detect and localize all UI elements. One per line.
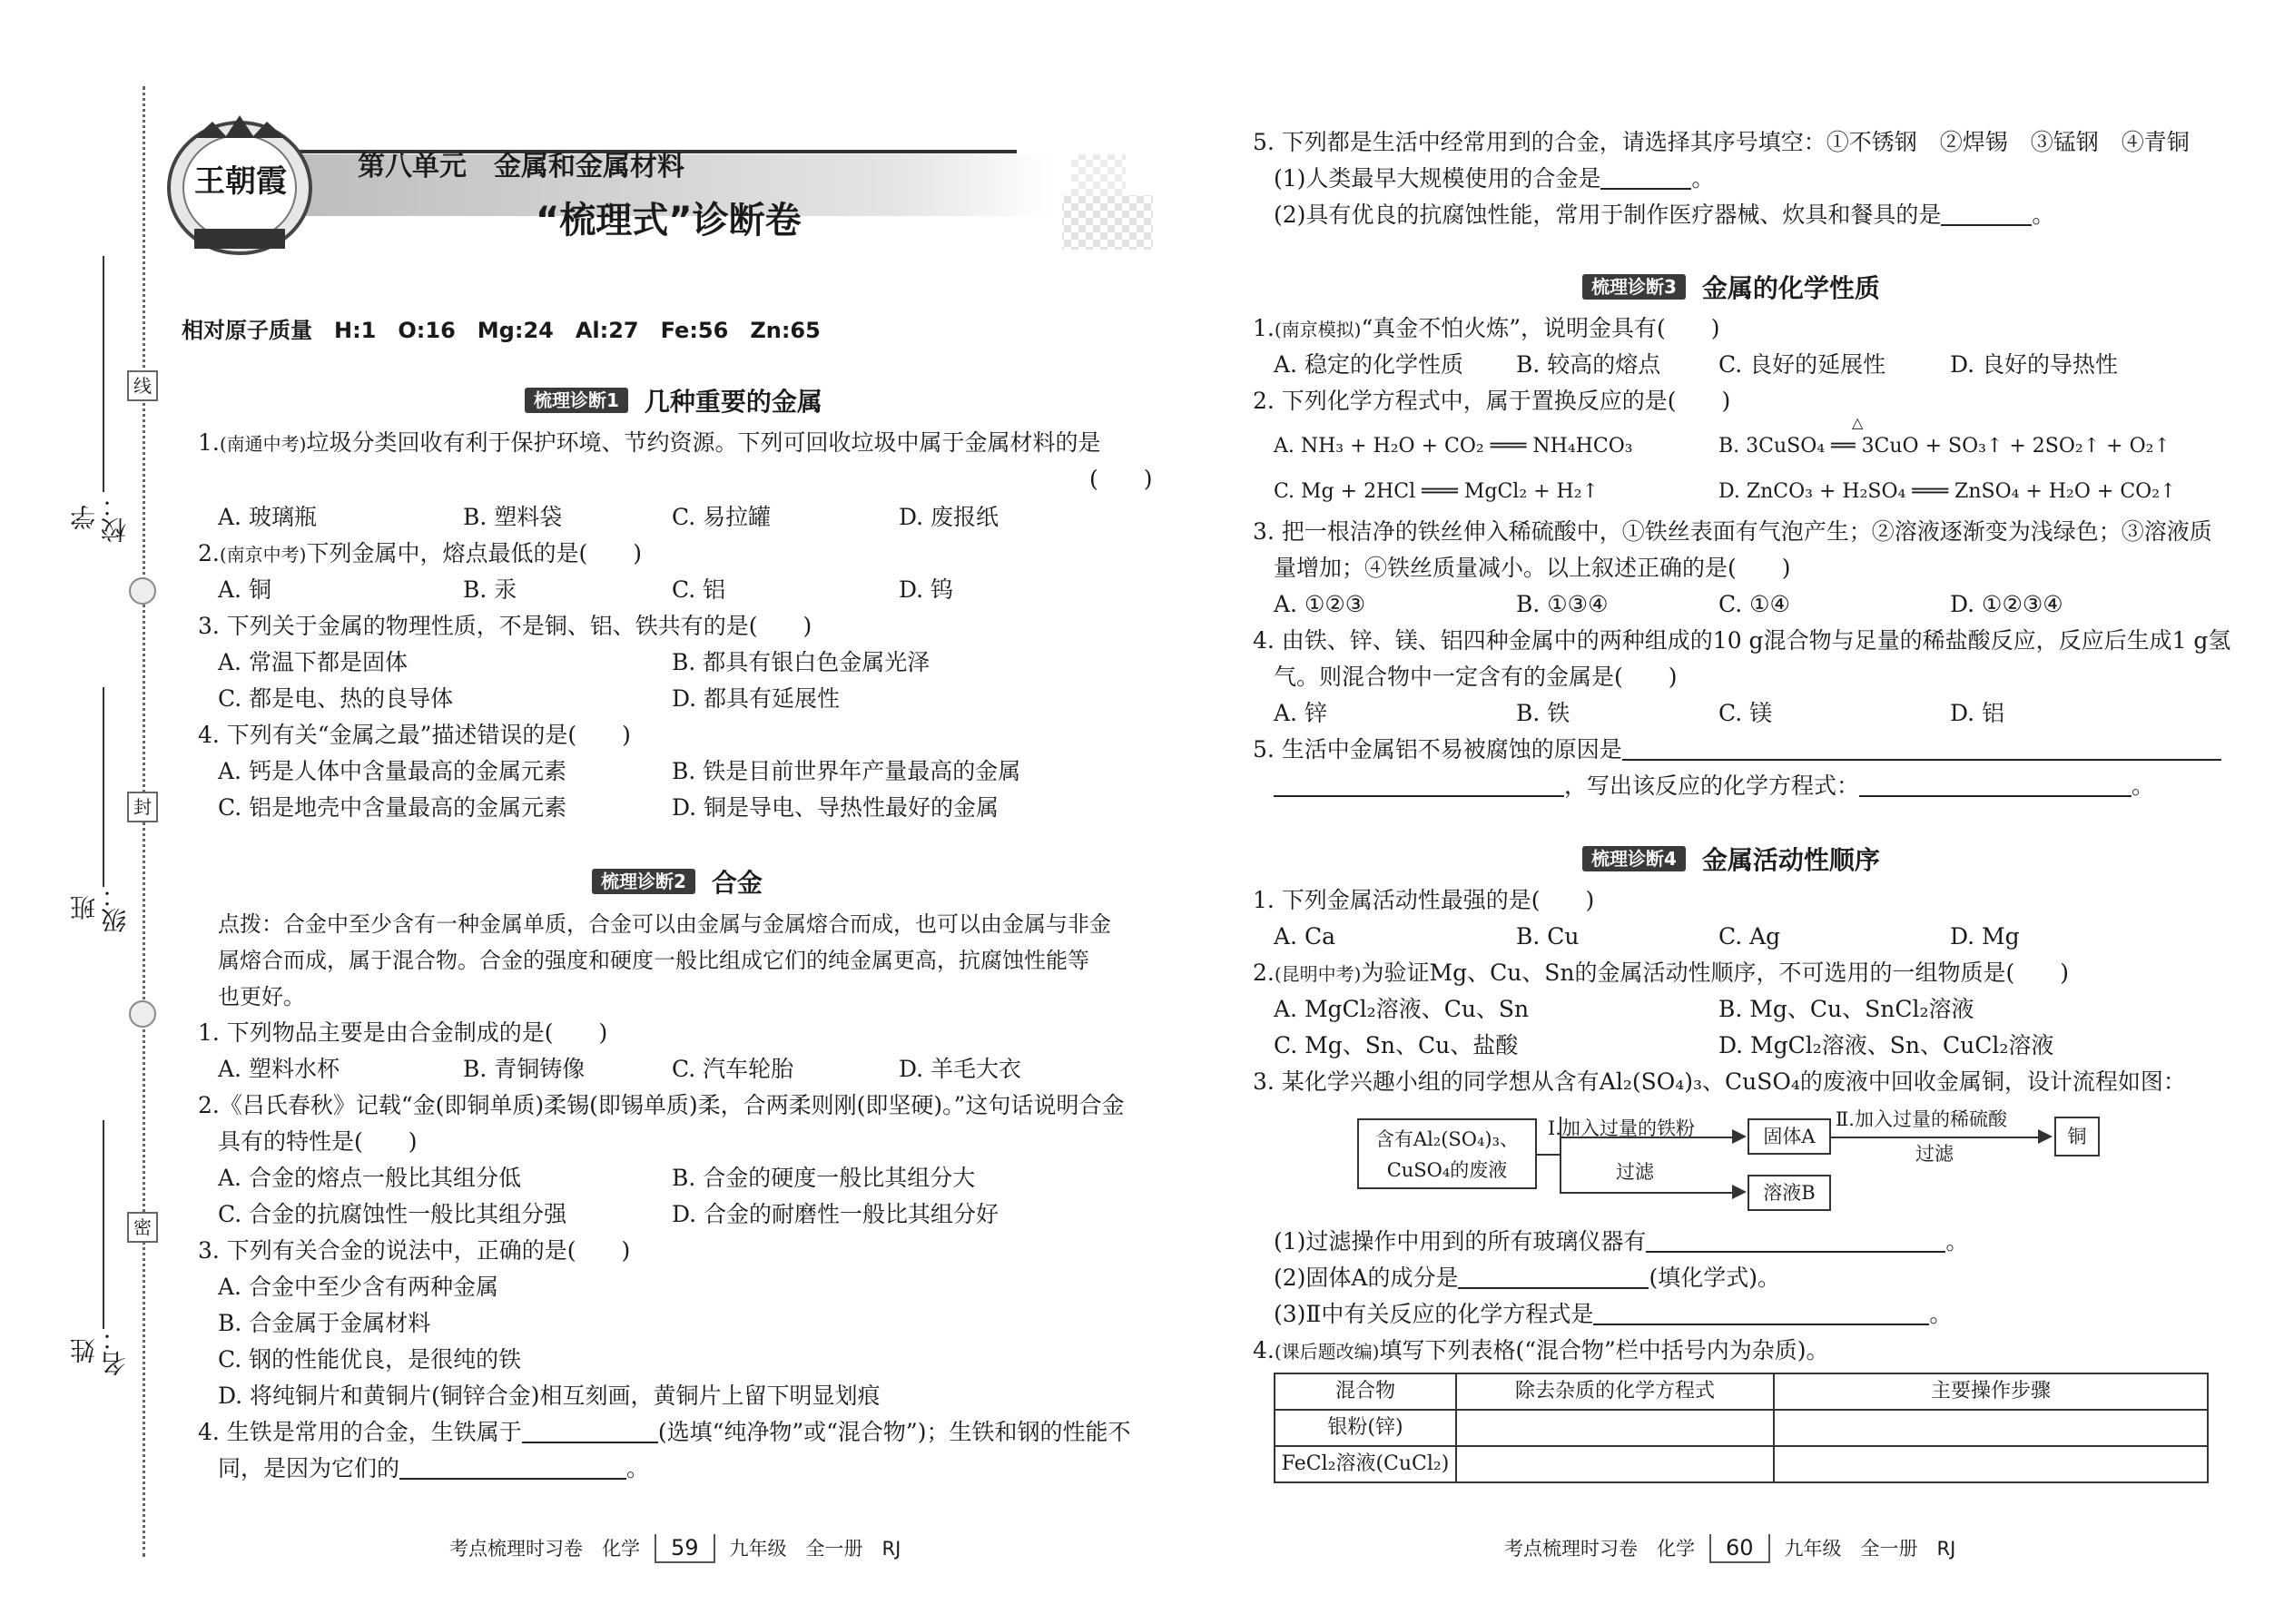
s1-q3-option-a: A. 常温下都是固体 — [218, 649, 408, 675]
name-label: 姓名： — [69, 1325, 130, 1376]
answer-blank[interactable] — [1274, 770, 1564, 797]
q-source: (南京模拟) — [1274, 319, 1362, 340]
section-1-heading — [525, 384, 822, 420]
q-text: (1)人类最早大规模使用的合金是 — [1274, 165, 1601, 192]
q-text: (2)具有优良的抗腐蚀性能，常用于制作医疗器械、炊具和餐具的是 — [1274, 202, 1942, 228]
s4-q2-stem — [1253, 955, 2069, 992]
table-answer-cell[interactable] — [1456, 1446, 1774, 1482]
s4-q2-option-a: A. MgCl₂溶液、Cu、Sn — [1274, 996, 1530, 1022]
s2-q1-option-c: C. 汽车轮胎 — [672, 1056, 794, 1082]
q-text: (选填“纯净物”或“混合物”)；生铁和钢的性能不 — [657, 1419, 1131, 1445]
s1-q4-option-d: D. 铜是导电、导热性最好的金属 — [672, 794, 999, 821]
s2-q2-option-a: A. 合金的熔点一般比其组分低 — [218, 1165, 521, 1191]
s3-q3-stem-1: 3. 把一根洁净的铁丝伸入稀硫酸中，①铁丝表面有气泡产生；②溶液逐渐变为浅绿色；③溶液质 — [1253, 518, 2212, 545]
s4-q1-option-a: A. Ca — [1274, 923, 1335, 950]
s4-q1-option-b: B. Cu — [1516, 923, 1580, 950]
school-fill-line — [103, 256, 104, 492]
q-source: (南通中考) — [219, 433, 307, 455]
s1-q1-option-a: A. 玻璃瓶 — [218, 504, 317, 530]
s2-q1-option-d: D. 羊毛大衣 — [899, 1056, 1022, 1082]
s2-tip-line-1: 点拨：合金中至少含有一种金属单质，合金可以由金属与金属熔合而成，也可以由金属与非金 — [218, 911, 1111, 937]
flow-step-2-label: Ⅱ.加入过量的稀硫酸 — [1836, 1108, 2007, 1130]
q-text: 5. 生活中金属铝不易被腐蚀的原因是 — [1253, 736, 1622, 763]
s3-q2-option-a: A. NH₃ + H₂O + CO₂ ═══ NH₄HCO₃ — [1274, 435, 1633, 458]
footer-text: 九年级 全一册 RJ — [1784, 1538, 1956, 1560]
s2-q2-stem-2: 具有的特性是( ) — [218, 1128, 418, 1155]
s4-q1-stem: 1. 下列金属活动性最强的是( ) — [1253, 887, 1595, 913]
table-header-cell: 混合物 — [1275, 1373, 1456, 1410]
flow-waste-liquid-box — [1357, 1118, 1537, 1189]
answer-blank[interactable] — [1941, 199, 2032, 226]
q-source: (课后题改编) — [1274, 1341, 1380, 1363]
table-cell: FeCl₂溶液(CuCl₂) — [1275, 1446, 1456, 1482]
s1-q2-option-a: A. 铜 — [218, 576, 271, 603]
page-header — [163, 109, 1153, 254]
answer-blank[interactable] — [1600, 162, 1691, 190]
class-label: 班级： — [69, 882, 130, 933]
s2-q5-sub-2 — [1274, 197, 2054, 233]
section-4-badge: 梳理诊断4 — [1582, 846, 1686, 871]
flow-step-1-label: Ⅰ.加入过量的铁粉 — [1548, 1117, 1695, 1139]
s2-q3-option-b: B. 合金属于金属材料 — [218, 1310, 431, 1336]
s3-q4-option-d: D. 铝 — [1950, 700, 2005, 726]
s1-q3-option-b: B. 都具有银白色金属光泽 — [672, 649, 930, 675]
section-4-heading — [1582, 842, 1880, 879]
q-number: 2. — [1253, 960, 1275, 986]
footer-text: 考点梳理时习卷 化学 — [449, 1538, 640, 1560]
s2-q3-stem: 3. 下列有关合金的说法中，正确的是( ) — [198, 1237, 631, 1264]
s4-q3-stem: 3. 某化学兴趣小组的同学想从含有Al₂(SO₄)₃、CuSO₄的废液中回收金属铜，设计流程如图： — [1253, 1068, 2186, 1095]
s4-q2-option-d: D. MgCl₂溶液、Sn、CuCl₂溶液 — [1718, 1032, 2054, 1058]
s2-q1-option-a: A. 塑料水杯 — [218, 1056, 340, 1082]
s3-q4-option-a: A. 锌 — [1274, 700, 1327, 726]
s2-q4-line-1 — [198, 1414, 1130, 1451]
q-number: 1. — [198, 429, 220, 456]
q-text: ，写出该反应的化学方程式： — [1564, 773, 1860, 799]
s1-q4-option-b: B. 铁是目前世界年产量最高的金属 — [672, 758, 1021, 784]
footer-text: 考点梳理时习卷 化学 — [1504, 1538, 1695, 1560]
s1-q1-option-c: C. 易拉罐 — [672, 504, 772, 530]
flow-box-text: 含有Al₂(SO₄)₃、 — [1374, 1128, 1520, 1150]
s3-q5-line-2 — [1274, 768, 2154, 804]
section-4-title: 金属活动性顺序 — [1701, 845, 1880, 875]
q-number: 2. — [198, 540, 220, 566]
school-label: 学校： — [69, 492, 130, 543]
s1-q2-stem — [198, 536, 642, 573]
arrow-right-icon — [1732, 1129, 1747, 1144]
section-2-title: 合金 — [711, 868, 763, 898]
s1-q1-option-d: D. 废报纸 — [899, 504, 999, 530]
flow-step-1-filter: 过滤 — [1616, 1161, 1654, 1183]
s2-q5-stem: 5. 下列都是生活中经常用到的合金，请选择其序号填空：①不锈钢 ②焊锡 ③锰钢 ④青铜 — [1253, 129, 2190, 155]
q-stem: 填写下列表格(“混合物”栏中括号内为杂质)。 — [1379, 1337, 1829, 1363]
section-1-title: 几种重要的金属 — [644, 387, 822, 417]
footer-right — [1504, 1530, 1955, 1567]
flow-copper-box: 铜 — [2054, 1117, 2100, 1156]
s1-q4-option-a: A. 钙是人体中含量最高的金属元素 — [218, 758, 566, 784]
answer-blank[interactable] — [1859, 770, 2132, 797]
s1-q1-stem — [198, 425, 1100, 462]
s3-q5-line-1 — [1253, 732, 2221, 768]
answer-blank[interactable] — [1622, 733, 2221, 761]
s1-q3-stem: 3. 下列关于金属的物理性质，不是铜、铝、铁共有的是( ) — [198, 613, 812, 639]
flow-connector — [1537, 1154, 1560, 1156]
s4-q2-option-b: B. Mg、Cu、SnCl₂溶液 — [1718, 996, 1974, 1022]
s4-q2-option-c: C. Mg、Sn、Cu、盐酸 — [1274, 1032, 1519, 1058]
q-text: 。 — [1945, 1228, 1969, 1255]
s3-q1-option-b: B. 较高的熔点 — [1516, 351, 1661, 378]
q-text: 同，是因为它们的 — [218, 1455, 400, 1481]
page-title: “梳理式”诊断卷 — [536, 200, 802, 241]
flow-arrow — [1831, 1137, 2047, 1138]
flow-solution-b-box: 溶液B — [1748, 1175, 1831, 1211]
table-answer-cell[interactable] — [1456, 1410, 1774, 1446]
answer-blank[interactable] — [1646, 1225, 1945, 1253]
binding-margin — [0, 0, 163, 1624]
table-row — [1275, 1446, 2208, 1482]
s2-q2-stem-1: 2.《吕氏春秋》记载“金(即铜单质)柔锡(即锡单质)柔，合两柔则刚(即坚硬)。”这句话说明合金 — [198, 1092, 1125, 1118]
s2-q4-line-2 — [218, 1451, 649, 1487]
s3-q2-option-d: D. ZnCO₃ + H₂SO₄ ═══ ZnSO₄ + H₂O + CO₂↑ — [1718, 480, 2177, 503]
s4-q1-option-d: D. Mg — [1950, 923, 2020, 950]
flow-box-text: CuSO₄的废液 — [1386, 1159, 1508, 1181]
s1-q4-option-c: C. 铝是地壳中含量最高的金属元素 — [218, 794, 567, 821]
s1-q2-option-d: D. 钨 — [899, 576, 954, 603]
table-row — [1275, 1410, 2208, 1446]
s1-q1-bracket: ( ) — [1089, 466, 1153, 492]
q-stem: 下列金属中，熔点最低的是( ) — [306, 540, 642, 566]
flow-solid-a-box: 固体A — [1748, 1118, 1831, 1155]
q-text: 4. 生铁是常用的合金，生铁属于 — [198, 1419, 522, 1445]
s3-q4-option-b: B. 铁 — [1516, 700, 1570, 726]
s2-q1-option-b: B. 青铜铸像 — [463, 1056, 586, 1082]
q-stem: “真金不怕火炼”，说明金具有( ) — [1361, 315, 1720, 341]
s1-q1-option-b: B. 塑料袋 — [463, 504, 563, 530]
s1-q4-stem: 4. 下列有关“金属之最”描述错误的是( ) — [198, 722, 631, 748]
s2-q3-option-c: C. 钢的性能优良，是很纯的铁 — [218, 1346, 522, 1373]
s4-q1-option-c: C. Ag — [1718, 923, 1781, 950]
name-fill-line — [103, 1120, 104, 1329]
q-text: 。 — [1929, 1301, 1953, 1327]
q-number: 1. — [1253, 315, 1275, 341]
s2-tip-line-2: 属熔合而成，属于混合物。合金的强度和硬度一般比组成它们的纯金属更高，抗腐蚀性能等 — [218, 948, 1089, 973]
table-answer-cell[interactable] — [1774, 1410, 2208, 1446]
logo-text: 王朝霞 — [194, 163, 287, 200]
s3-q1-option-d: D. 良好的导热性 — [1950, 351, 2119, 378]
s3-q3-stem-2: 量增加；④铁丝质量减小。以上叙述正确的是( ) — [1274, 555, 1791, 581]
margin-stub-xian: 线 — [127, 370, 158, 401]
q-text: (2)固体A的成分是 — [1274, 1265, 1459, 1291]
section-1-badge: 梳理诊断1 — [525, 388, 628, 413]
heat-condition-icon: △ — [1852, 414, 1864, 431]
q-number: 4. — [1253, 1337, 1275, 1363]
q-text: 。 — [2132, 773, 2155, 799]
s2-q2-option-b: B. 合金的硬度一般比其组分大 — [672, 1165, 976, 1191]
q-source: (昆明中考) — [1274, 963, 1362, 985]
s3-q4-stem-1: 4. 由铁、锌、镁、铝四种金属中的两种组成的10 g混合物与足量的稀盐酸反应，反应后生成1 g氢 — [1253, 627, 2231, 654]
section-2-badge: 梳理诊断2 — [592, 869, 695, 894]
s1-q3-option-d: D. 都具有延展性 — [672, 685, 841, 712]
atomic-mass-line: 相对原子质量 H:1 O:16 Mg:24 Al:27 Fe:56 Zn:65 — [182, 318, 821, 343]
flow-arrow — [1560, 1137, 1741, 1138]
s3-q1-option-c: C. 良好的延展性 — [1718, 351, 1886, 378]
arrow-right-icon — [2038, 1129, 2053, 1144]
table-header-cell: 除去杂质的化学方程式 — [1456, 1373, 1774, 1410]
unit-title: 第八单元 金属和金属材料 — [358, 151, 684, 182]
section-3-title: 金属的化学性质 — [1701, 273, 1880, 303]
q-text: (1)过滤操作中用到的所有玻璃仪器有 — [1274, 1228, 1647, 1255]
table-header-cell: 主要操作步骤 — [1774, 1373, 2208, 1410]
s2-q2-option-c: C. 合金的抗腐蚀性一般比其组分强 — [218, 1201, 567, 1227]
s4-q4-stem — [1253, 1333, 1829, 1370]
binding-hole-icon — [129, 577, 156, 605]
answer-blank[interactable] — [1593, 1298, 1929, 1325]
q-text: (3)Ⅱ中有关反应的化学方程式是 — [1274, 1301, 1594, 1327]
class-fill-line — [103, 687, 104, 887]
s4-q3-sub-2 — [1274, 1260, 1780, 1296]
q-stem: 为验证Mg、Cu、Sn的金属活动性顺序，不可选用的一组物质是( ) — [1361, 960, 2070, 986]
footer-left — [449, 1530, 901, 1567]
section-2-heading — [592, 865, 763, 901]
purification-table — [1274, 1373, 2209, 1483]
table-cell: 银粉(锌) — [1275, 1410, 1456, 1446]
table-answer-cell[interactable] — [1774, 1446, 2208, 1482]
s4-q3-sub-1 — [1274, 1224, 1968, 1260]
s3-q1-stem — [1253, 310, 1720, 348]
q-text: 。 — [2032, 202, 2055, 228]
q-text: (填化学式)。 — [1649, 1265, 1780, 1291]
q-text: 。 — [626, 1455, 650, 1481]
s3-q2-option-b: B. 3CuSO₄ ══ 3CuO + SO₃↑ + 2SO₂↑ + O₂↑ — [1718, 435, 2171, 458]
page-number: 59 — [655, 1534, 715, 1563]
q-source: (南京中考) — [219, 544, 307, 566]
arrow-right-icon — [1732, 1185, 1747, 1199]
flow-arrow — [1560, 1192, 1741, 1194]
s4-q3-sub-3 — [1274, 1296, 1952, 1333]
s3-q4-stem-2: 气。则混合物中一定含有的金属是( ) — [1274, 664, 1678, 690]
brand-logo-icon — [158, 102, 321, 261]
page-number: 60 — [1709, 1534, 1770, 1563]
s3-q3-option-d: D. ①②③④ — [1950, 591, 2063, 617]
answer-blank[interactable] — [1458, 1262, 1649, 1289]
s2-q3-option-a: A. 合金中至少含有两种金属 — [218, 1274, 498, 1300]
s3-q2-stem: 2. 下列化学方程式中，属于置换反应的是( ) — [1253, 388, 1731, 414]
binding-hole-icon — [129, 1000, 156, 1028]
s1-q2-option-c: C. 铝 — [672, 576, 726, 603]
s3-q3-option-c: C. ①④ — [1718, 591, 1790, 617]
s2-q3-option-d: D. 将纯铜片和黄铜片(铜锌合金)相互刻画，黄铜片上留下明显划痕 — [218, 1383, 881, 1409]
footer-text: 九年级 全一册 RJ — [729, 1538, 901, 1560]
q-stem: 垃圾分类回收有利于保护环境、节约资源。下列可回收垃圾中属于金属材料的是 — [306, 429, 1101, 456]
s3-q1-option-a: A. 稳定的化学性质 — [1274, 351, 1463, 378]
margin-stub-feng: 封 — [127, 792, 158, 822]
s1-q2-option-b: B. 汞 — [463, 576, 517, 603]
margin-stub-mi: 密 — [127, 1212, 158, 1243]
section-3-heading — [1582, 271, 1880, 307]
s2-q5-sub-1 — [1274, 161, 1714, 197]
s3-q4-option-c: C. 镁 — [1718, 700, 1773, 726]
answer-blank[interactable] — [522, 1416, 658, 1443]
s3-q3-option-b: B. ①③④ — [1516, 591, 1609, 617]
answer-blank[interactable] — [399, 1452, 626, 1480]
s3-q2-option-c: C. Mg + 2HCl ═══ MgCl₂ + H₂↑ — [1274, 480, 1599, 503]
s2-q2-option-d: D. 合金的耐磨性一般比其组分好 — [672, 1201, 999, 1227]
s2-tip-line-3: 也更好。 — [218, 984, 305, 1009]
q-text: 。 — [1691, 165, 1715, 192]
table-header-row — [1275, 1373, 2208, 1410]
flow-step-2-filter: 过滤 — [1915, 1143, 1954, 1165]
s1-q3-option-c: C. 都是电、热的良导体 — [218, 685, 454, 712]
s3-q3-option-a: A. ①②③ — [1274, 591, 1366, 617]
section-3-badge: 梳理诊断3 — [1582, 274, 1686, 300]
s2-q1-stem: 1. 下列物品主要是由合金制成的是( ) — [198, 1019, 608, 1046]
